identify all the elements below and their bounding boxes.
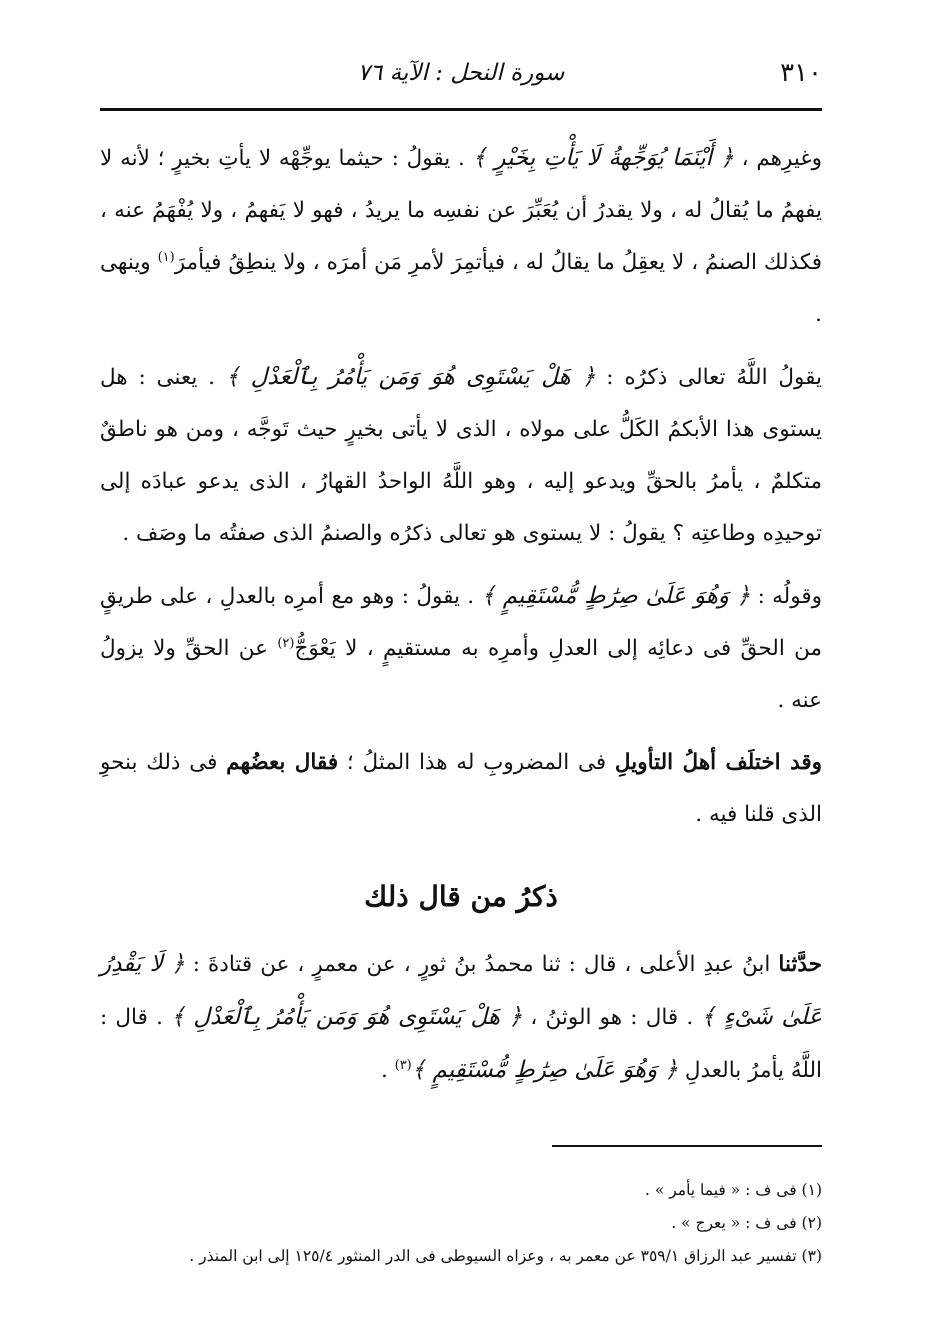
- paragraph-text: فى المضروبِ له هذا المثلُ ؛: [338, 750, 615, 775]
- paragraph-2: [100, 351, 822, 560]
- footnote-1: (١) فى ف : « فيما يأمر » .: [644, 1181, 822, 1199]
- page-number: ٣١٠: [780, 58, 822, 88]
- paragraph-text: . يقولُ : وهو مع أمرِه بالعدلِ ، على طريقٍ من الحقِّ فى دعائِه إلى العدلِ وأمرِه به مستقيمٍ ، لا يَعْوَجُّ: [100, 584, 822, 661]
- footnote-rule: [552, 1145, 822, 1147]
- page-header: [100, 52, 822, 98]
- paragraph-text: يقولُ اللَّهُ تعالى ذكرُه :: [595, 365, 822, 390]
- paragraph-text: .: [380, 1058, 395, 1083]
- paragraph-text: . قال : اللَّهُ يأمرُ بالعدلِ: [100, 1005, 822, 1083]
- quran-quote: ﴿ هَلْ يَسْتَوِى هُوَ وَمَن يَأْمُرُ بِٱلْعَدْلِ ﴾: [225, 364, 596, 390]
- quran-quote: ﴿ وَهُوَ عَلَىٰ صِرَٰطٍ مُّسْتَقِيمٍ ﴾: [481, 583, 751, 609]
- paragraph-text: فى ذلك بنحوِ الذى قلنا فيه .: [100, 750, 822, 827]
- section-title: ذكرُ من قال ذلك: [364, 880, 558, 913]
- footnotes: [100, 1174, 822, 1273]
- bold-phrase: حدَّثنا: [778, 952, 822, 977]
- main-text: [100, 132, 822, 841]
- bold-phrase: وقد اختلَف أهلُ التأويلِ: [614, 750, 823, 775]
- footnote-marker: (٣): [394, 1057, 412, 1073]
- bold-phrase: فقال بعضُهم: [226, 750, 339, 775]
- paragraph-3: [100, 570, 822, 727]
- paragraph-text: عن الحقِّ ولا يزولُ عنه .: [100, 636, 822, 713]
- paragraph-text: ابنُ عبدِ الأعلى ، قال : ثنا محمدُ بنُ ثورٍ ، عن معمرٍ ، عن قتادةَ :: [184, 952, 779, 977]
- footnote-3: (٣) تفسير عبد الرزاق ٣٥٩/١ عن معمر به ، وعزاه السيوطى فى الدر المنثور ١٢٥/٤ إلى ابن المنذر .: [189, 1247, 822, 1265]
- narration-paragraph: [100, 938, 822, 1097]
- header-rule: [100, 108, 822, 111]
- paragraph-4: [100, 737, 822, 841]
- paragraph-text: . قال : هو الوثنُ ،: [522, 1005, 702, 1030]
- narration-block: [100, 938, 822, 1097]
- quran-quote: ﴿ لَا يَقْدِرُ عَلَىٰ شَىْءٍ ﴾: [100, 951, 823, 1030]
- quran-quote: ﴿ وَهُوَ عَلَىٰ صِرَٰطٍ مُّسْتَقِيمٍ ﴾: [411, 1057, 679, 1083]
- paragraph-1: [100, 132, 822, 341]
- paragraph-text: . يعنى : هل يستوى هذا الأبكمُ الكَلُّ على مولاه ، الذى لا يأتى بخيرٍ حيث تَوجَّه ، ومن هو ناطقٌ متكلمٌ ، يأمرُ بالحقِّ ويدعو إليه ، وهو اللَّهُ الواحدُ القهارُ ، الذى يدعو عبادَه إلى توحيدِه وطاعتِه ؟ يقولُ : لا يستوى هو تعالى ذكرُه والصنمُ الذى صفتُه ما وصَف .: [100, 365, 822, 546]
- paragraph-text: وينهى .: [100, 250, 822, 327]
- running-head: سورة النحل : الآية ٧٦: [357, 60, 565, 86]
- footnote-marker: (٢): [277, 635, 295, 651]
- footnote-marker: (١): [157, 249, 175, 265]
- quran-quote: ﴿ هَلْ يَسْتَوِى هُوَ وَمَن يَأْمُرُ بِٱلْعَدْلِ ﴾: [171, 1004, 523, 1030]
- footnote-2: (٢) فى ف : « يعرج » .: [671, 1214, 822, 1232]
- paragraph-text: وقولُه :: [750, 584, 822, 609]
- quran-quote: ﴿ أَيْنَمَا يُوَجِّهةُ لَا يَأْتِ بِخَيْرٍ ﴾: [472, 145, 734, 171]
- paragraph-text: وغيرِهم ،: [733, 146, 822, 171]
- paragraph-text: . يقولُ : حيثما يوجِّهْه لا يأتِ بخيرٍ ؛ لأنه لا يفهمُ ما يُقالُ له ، ولا يقدرُ أن يُعَبِّرَ عن نفسِه ما يريدُ ، فهو لا يَفهمُ ، ولا يُفْهَمُ عنه ، فكذلك الصنمُ ، لا يعقِلُ ما يقالُ له ، فيأتمِرَ لأمرِ مَن أمرَه ، ولا ينطِقُ فيأمرَ: [100, 146, 822, 275]
